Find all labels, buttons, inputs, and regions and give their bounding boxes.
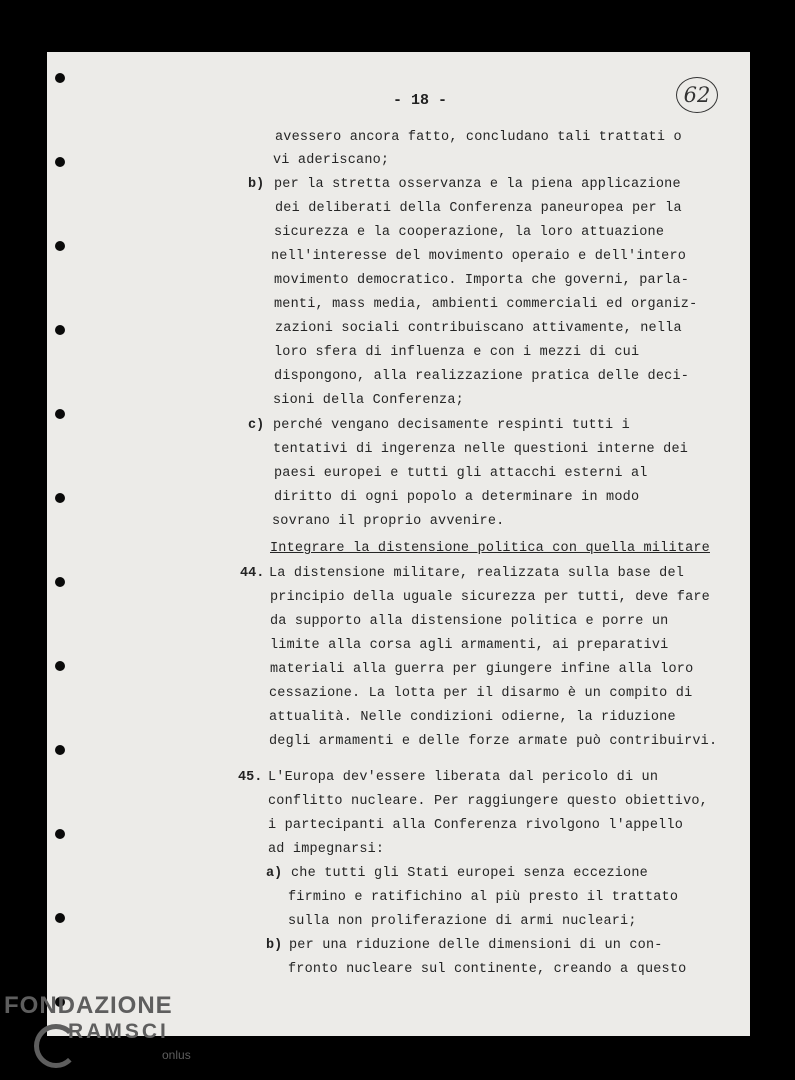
text-line: degli armamenti e delle forze armate può contribuirvi. [269, 734, 718, 749]
binder-hole [55, 661, 65, 671]
text-line: loro sfera di influenza e con i mezzi di cui [274, 345, 640, 360]
text-line: conflitto nucleare. Per raggiungere questo obiettivo, [268, 794, 708, 809]
text-line: per la stretta osservanza e la piena applicazione [274, 177, 681, 192]
text-line: dei deliberati della Conferenza paneuropea per la [275, 201, 682, 216]
binder-hole [55, 745, 65, 755]
text-line: sulla non proliferazione di armi nucleari; [288, 914, 637, 929]
text-line: i partecipanti alla Conferenza rivolgono l'appello [268, 818, 684, 833]
binder-hole [55, 241, 65, 251]
text-line: dispongono, alla realizzazione pratica delle deci- [274, 369, 690, 384]
binder-hole [55, 325, 65, 335]
text-line: sicurezza e la cooperazione, la loro attuazione [274, 225, 665, 240]
binder-hole [55, 829, 65, 839]
binder-hole [55, 73, 65, 83]
text-line: La distensione militare, realizzata sulla base del [269, 566, 685, 581]
text-line: nell'interesse del movimento operaio e dell'intero [271, 249, 687, 264]
text-line: limite alla corsa agli armamenti, ai preparativi [270, 638, 669, 653]
item-marker: b) [248, 177, 265, 192]
text-line: sovrano il proprio avvenire. [272, 514, 505, 529]
text-line: per una riduzione delle dimensioni di un con- [289, 938, 663, 953]
text-line: L'Europa dev'essere liberata dal pericolo di un [268, 770, 659, 785]
text-line: che tutti gli Stati europei senza eccezione [291, 866, 648, 881]
text-line: fronto nucleare sul continente, creando a questo [288, 962, 687, 977]
text-line: movimento democratico. Importa che governi, parla- [274, 273, 690, 288]
text-line: materiali alla guerra per giungere infine alla loro [270, 662, 694, 677]
binder-hole [55, 157, 65, 167]
text-line: menti, mass media, ambienti commerciali ed organiz- [274, 297, 698, 312]
item-marker: c) [248, 418, 265, 433]
archive-folio-number: 62 [676, 77, 718, 113]
text-line: diritto di ogni popolo a determinare in modo [274, 490, 640, 505]
text-line: avessero ancora fatto, concludano tali trattati o [275, 130, 682, 145]
binder-hole [55, 409, 65, 419]
binder-hole [55, 913, 65, 923]
text-line: tentativi di ingerenza nelle questioni interne dei [273, 442, 689, 457]
text-line: sioni della Conferenza; [273, 393, 464, 408]
logo-line-3: onlus [162, 1048, 191, 1062]
binder-hole [55, 577, 65, 587]
text-line: cessazione. La lotta per il disarmo è un compito di [269, 686, 693, 701]
text-line: vi aderiscano; [273, 153, 390, 168]
section-heading: Integrare la distensione politica con quella militare [270, 541, 710, 556]
text-line: principio della uguale sicurezza per tutti, deve fare [270, 590, 710, 605]
page-number: - 18 - [393, 92, 448, 109]
text-line: da supporto alla distensione politica e porre un [270, 614, 669, 629]
logo-line-2: RAMSCI [68, 1020, 169, 1043]
text-line: firmino e ratifichino al più presto il trattato [288, 890, 679, 905]
item-marker: b) [266, 938, 283, 953]
paragraph-number: 44. [240, 566, 265, 581]
text-line: ad impegnarsi: [268, 842, 385, 857]
paragraph-number: 45. [238, 770, 263, 785]
text-line: paesi europei e tutti gli attacchi esterni al [274, 466, 648, 481]
binder-hole [55, 493, 65, 503]
text-line: zazioni sociali contribuiscano attivamente, nella [275, 321, 682, 336]
document-page [47, 52, 750, 1036]
logo-line-1: FONDAZIONE [4, 992, 173, 1019]
item-marker: a) [266, 866, 283, 881]
text-line: attualità. Nelle condizioni odierne, la riduzione [269, 710, 676, 725]
text-line: perché vengano decisamente respinti tutti i [273, 418, 630, 433]
